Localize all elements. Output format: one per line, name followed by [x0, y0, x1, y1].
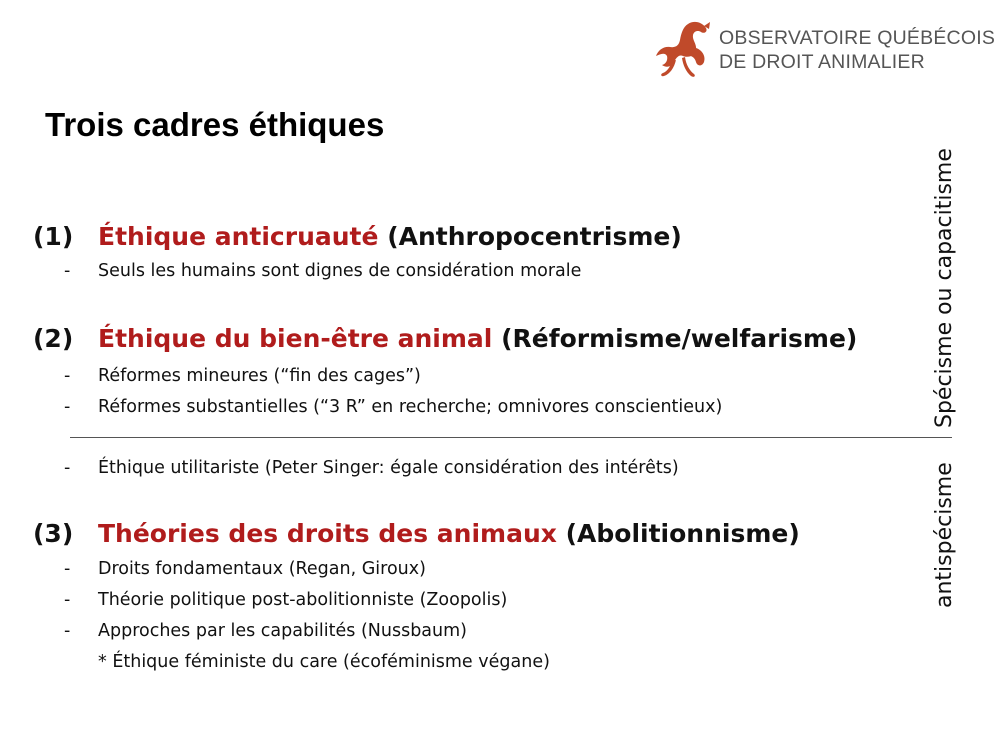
list-item	[64, 590, 507, 610]
section-title: Éthique anticruauté	[98, 222, 379, 251]
logo-text	[719, 26, 995, 74]
list-item	[64, 621, 467, 641]
footnote: * Éthique féministe du care (écoféminisme végane)	[98, 652, 550, 672]
list-item-text: Théorie politique post-abolitionniste (Zoopolis)	[98, 590, 508, 610]
list-item-text: Droits fondamentaux (Regan, Giroux)	[98, 559, 426, 579]
section-1-heading	[33, 222, 682, 251]
section-2-heading	[33, 324, 857, 353]
list-item	[64, 458, 679, 478]
logo	[652, 18, 996, 82]
logo-line-1: OBSERVATOIRE QUÉBÉCOIS	[719, 27, 996, 49]
section-subtitle: (Anthropocentrisme)	[387, 222, 682, 251]
bullet-dash: -	[64, 261, 71, 281]
bullet-dash: -	[64, 366, 71, 386]
list-item	[64, 559, 426, 579]
bullet-dash: -	[64, 590, 71, 610]
section-number: (2)	[33, 324, 74, 353]
page-title: Trois cadres éthiques	[45, 106, 385, 143]
list-item	[64, 366, 421, 386]
list-item	[64, 261, 581, 281]
list-item	[64, 397, 722, 417]
section-subtitle: (Réformisme/welfarisme)	[501, 324, 858, 353]
list-item-text: Approches par les capabilités (Nussbaum)	[98, 621, 467, 641]
list-item-text: Réformes mineures (“fin des cages”)	[98, 366, 421, 386]
section-3-heading	[33, 519, 800, 548]
leaping-fox-icon	[652, 18, 714, 82]
list-item-text: Éthique utilitariste (Peter Singer: égale considération des intérêts)	[98, 458, 679, 478]
list-item-text: Réformes substantielles (“3 R” en recherche; omnivores conscientieux)	[98, 397, 723, 417]
section-number: (3)	[33, 519, 74, 548]
bullet-dash: -	[64, 397, 71, 417]
side-label-antispeciesism: antispécisme	[932, 462, 957, 608]
bullet-dash: -	[64, 559, 71, 579]
bullet-dash: -	[64, 621, 71, 641]
speciesism-divider	[70, 437, 952, 438]
bullet-dash: -	[64, 458, 71, 478]
side-label-speciesism: Spécisme ou capacitisme	[932, 148, 957, 428]
logo-line-2: DE DROIT ANIMALIER	[719, 51, 925, 73]
section-title: Théories des droits des animaux	[98, 519, 557, 548]
list-item-text: Seuls les humains sont dignes de considération morale	[98, 261, 582, 281]
section-title: Éthique du bien-être animal	[98, 324, 493, 353]
section-number: (1)	[33, 222, 74, 251]
section-subtitle: (Abolitionnisme)	[565, 519, 800, 548]
